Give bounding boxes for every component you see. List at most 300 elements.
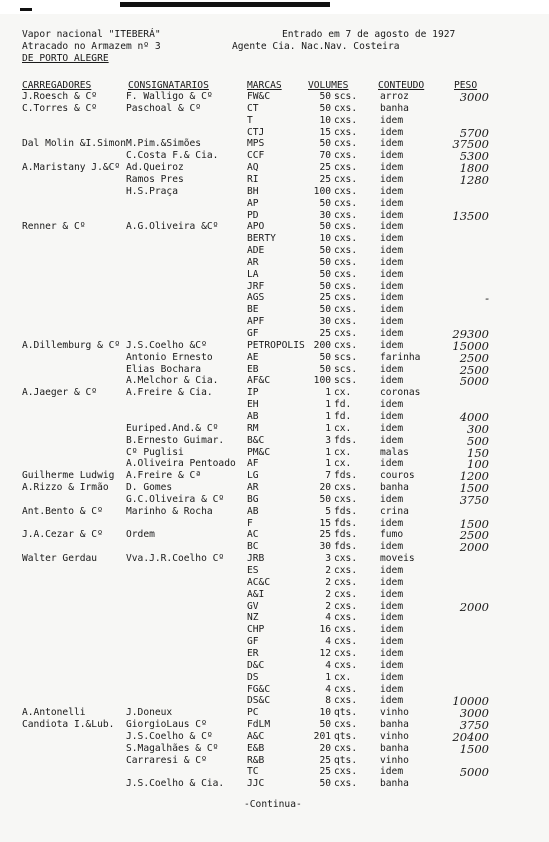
- weight-cell: 100: [467, 457, 489, 472]
- weight-cell: 150: [467, 445, 489, 460]
- content-cell: idem: [380, 493, 404, 505]
- content-cell: idem: [380, 114, 404, 126]
- unit-cell: cxs.: [334, 197, 358, 209]
- weight-cell: 1500: [459, 741, 489, 756]
- mark-cell: PC: [247, 707, 259, 719]
- quantity-cell: 1: [325, 422, 331, 434]
- weight-cell: 5700: [459, 125, 489, 140]
- weight-cell: 5300: [459, 149, 489, 164]
- quantity-cell: 50: [319, 256, 331, 268]
- mark-cell: AB: [247, 410, 259, 422]
- content-cell: idem: [380, 363, 404, 375]
- mark-cell: PM&C: [247, 446, 271, 458]
- quantity-cell: 50: [319, 280, 331, 292]
- mark-cell: A&I: [247, 588, 265, 600]
- unit-cell: fds.: [334, 529, 358, 541]
- content-cell: idem: [380, 517, 404, 529]
- content-cell: idem: [380, 636, 404, 648]
- unit-cell: scs.: [334, 351, 358, 363]
- content-cell: idem: [380, 624, 404, 636]
- shipper-cell: A.Maristany J.&Cº: [22, 162, 121, 174]
- mark-cell: AQ: [247, 162, 259, 174]
- mark-cell: AE: [247, 351, 259, 363]
- unit-cell: cxs.: [334, 588, 358, 600]
- unit-cell: cxs.: [334, 138, 358, 150]
- content-cell: idem: [380, 695, 404, 707]
- consignee-cell: C.Costa F.& Cia.: [126, 150, 219, 162]
- shipper-cell: C.Torres & Cº: [22, 102, 98, 114]
- content-cell: idem: [380, 316, 404, 328]
- mark-cell: BC: [247, 541, 259, 553]
- col-conteudo: CONTEUDO: [378, 80, 425, 91]
- content-cell: idem: [380, 458, 404, 470]
- unit-cell: cxs.: [334, 102, 358, 114]
- unit-cell: cxs.: [334, 636, 358, 648]
- weight-cell: 2000: [459, 540, 489, 555]
- unit-cell: fds.: [334, 517, 358, 529]
- weight-cell: 29300: [452, 327, 489, 341]
- unit-cell: cxs.: [334, 292, 358, 304]
- content-cell: fumo: [380, 529, 404, 541]
- consignee-cell: Marinho & Rocha: [126, 505, 213, 517]
- content-cell: coronas: [380, 387, 421, 399]
- weight-cell: 5000: [459, 765, 489, 780]
- shipper-cell: Renner & Cº: [22, 221, 86, 233]
- mark-cell: CT: [247, 102, 259, 114]
- quantity-cell: 10: [319, 114, 331, 126]
- unit-cell: cxs.: [334, 304, 358, 316]
- mark-cell: MPS: [247, 138, 265, 150]
- consignee-cell: A.G.Oliveira &Cº: [126, 221, 219, 233]
- mark-cell: AC&C: [247, 576, 271, 588]
- unit-cell: cxs.: [334, 553, 358, 565]
- shipper-cell: Guilherme Ludwig: [22, 470, 115, 482]
- unit-cell: cxs.: [334, 612, 358, 624]
- mark-cell: LG: [247, 470, 259, 482]
- quantity-cell: 1: [325, 387, 331, 399]
- mark-cell: APF: [247, 316, 265, 328]
- unit-cell: fd.: [334, 410, 352, 422]
- unit-cell: cxs.: [334, 162, 358, 174]
- shipper-cell: J.A.Cezar & Cº: [22, 529, 103, 541]
- unit-cell: cxs.: [334, 600, 358, 612]
- consignee-cell: Cº Puglisi: [126, 446, 184, 458]
- content-cell: vinho: [380, 730, 409, 742]
- content-cell: idem: [380, 422, 404, 434]
- unit-cell: cxs.: [334, 233, 358, 245]
- mark-cell: BG: [247, 493, 259, 505]
- weight-cell: 4000: [459, 409, 489, 424]
- unit-cell: cxs.: [334, 316, 358, 328]
- weight-cell: 2500: [459, 350, 489, 365]
- content-cell: idem: [380, 375, 404, 387]
- quantity-cell: 25: [319, 529, 331, 541]
- unit-cell: cx.: [334, 446, 352, 458]
- content-cell: idem: [380, 185, 404, 197]
- quantity-cell: 50: [319, 778, 331, 790]
- content-cell: idem: [380, 304, 404, 316]
- mark-cell: NZ: [247, 612, 259, 624]
- quantity-cell: 3: [325, 434, 331, 446]
- content-cell: malas: [380, 446, 409, 458]
- content-cell: idem: [380, 245, 404, 257]
- unit-cell: cx.: [334, 458, 352, 470]
- consignee-cell: J.S.Coelho & Cº: [126, 730, 213, 742]
- weight-cell: 20400: [452, 729, 489, 744]
- weight-cell: 15000: [452, 338, 489, 353]
- content-cell: idem: [380, 339, 404, 351]
- mark-cell: E&B: [247, 742, 265, 754]
- content-cell: idem: [380, 659, 404, 671]
- unit-cell: qts.: [334, 707, 358, 719]
- quantity-cell: 25: [319, 754, 331, 766]
- content-cell: banha: [380, 719, 409, 731]
- shipper-cell: A.Rizzo & Irmão: [22, 482, 109, 494]
- unit-cell: cxs.: [334, 221, 358, 233]
- unit-cell: cxs.: [334, 173, 358, 185]
- unit-cell: cxs.: [334, 482, 358, 494]
- quantity-cell: 50: [319, 138, 331, 150]
- content-cell: idem: [380, 612, 404, 624]
- quantity-cell: 1: [325, 671, 331, 683]
- unit-cell: cxs.: [334, 576, 358, 588]
- col-volumes: VOLUMES: [308, 80, 349, 91]
- quantity-cell: 25: [319, 292, 331, 304]
- quantity-cell: 50: [319, 102, 331, 114]
- ship-line: Vapor nacional "ITEBERÁ": [22, 29, 161, 40]
- content-cell: crina: [380, 505, 409, 517]
- unit-cell: cxs.: [334, 126, 358, 138]
- consignee-cell: S.Magalhães & Cº: [126, 742, 219, 754]
- unit-cell: fds.: [334, 434, 358, 446]
- weight-cell: 5000: [459, 374, 489, 389]
- quantity-cell: 7: [325, 470, 331, 482]
- unit-cell: cxs.: [334, 150, 358, 162]
- content-cell: idem: [380, 256, 404, 268]
- mark-cell: AGS: [247, 292, 265, 304]
- mark-cell: BH: [247, 185, 259, 197]
- unit-cell: fds.: [334, 505, 358, 517]
- unit-cell: cxs.: [334, 695, 358, 707]
- mark-cell: JRB: [247, 553, 265, 565]
- quantity-cell: 100: [313, 375, 331, 387]
- consignee-cell: M.Pim.&Simões: [126, 138, 202, 150]
- consignee-cell: J.S.Coelho & Cia.: [126, 778, 225, 790]
- mark-cell: F: [247, 517, 253, 529]
- quantity-cell: 10: [319, 707, 331, 719]
- content-cell: idem: [380, 399, 404, 411]
- consignee-cell: Carraresi & Cº: [126, 754, 207, 766]
- quantity-cell: 3: [325, 553, 331, 565]
- mark-cell: T: [247, 114, 253, 126]
- mark-cell: AR: [247, 256, 259, 268]
- arrival-line: Entrado em 7 de agosto de 1927: [282, 29, 456, 40]
- mark-cell: EH: [247, 399, 259, 411]
- quantity-cell: 2: [325, 565, 331, 576]
- quantity-cell: 25: [319, 328, 331, 339]
- consignee-cell: F. Walligo & Cº: [126, 91, 213, 102]
- mark-cell: ES: [247, 565, 259, 576]
- quantity-cell: 15: [319, 517, 331, 529]
- consignee-cell: Ad.Queiroz: [126, 162, 184, 174]
- unit-cell: fd.: [334, 399, 352, 411]
- content-cell: idem: [380, 197, 404, 209]
- quantity-cell: 50: [319, 363, 331, 375]
- unit-cell: cxs.: [334, 742, 358, 754]
- content-cell: idem: [380, 126, 404, 138]
- mark-cell: IP: [247, 387, 259, 399]
- mark-cell: EB: [247, 363, 259, 375]
- content-cell: idem: [380, 138, 404, 150]
- scan-artifact: [120, 2, 330, 7]
- agent-line: Agente Cia. Nac.Nav. Costeira: [232, 41, 400, 52]
- content-cell: idem: [380, 328, 404, 339]
- mark-cell: PD: [247, 209, 259, 221]
- quantity-cell: 1: [325, 446, 331, 458]
- weight-cell: 3000: [459, 90, 489, 104]
- quantity-cell: 4: [325, 683, 331, 695]
- mark-cell: FdLM: [247, 719, 271, 731]
- unit-cell: qts.: [334, 730, 358, 742]
- unit-cell: cx.: [334, 387, 352, 399]
- consignee-cell: Vva.J.R.Coelho Cº: [126, 553, 225, 565]
- unit-cell: cxs.: [334, 565, 358, 576]
- quantity-cell: 25: [319, 162, 331, 174]
- mark-cell: RI: [247, 173, 259, 185]
- unit-cell: cxs.: [334, 209, 358, 221]
- consignee-cell: A.Melchor & Cia.: [126, 375, 219, 387]
- weight-cell: 500: [467, 433, 489, 448]
- quantity-cell: 30: [319, 541, 331, 553]
- origin-line: DE PORTO ALEGRE: [22, 53, 109, 64]
- weight-cell: 1500: [459, 481, 489, 496]
- quantity-cell: 201: [313, 730, 331, 742]
- unit-cell: qts.: [334, 754, 358, 766]
- shipper-cell: J.Roesch & Cº: [22, 91, 98, 102]
- consignee-cell: A.Freire & Cª: [126, 470, 202, 482]
- consignee-cell: Ordem: [126, 529, 155, 541]
- content-cell: vinho: [380, 707, 409, 719]
- quantity-cell: 25: [319, 173, 331, 185]
- mark-cell: JJC: [247, 778, 265, 790]
- mark-cell: DS: [247, 671, 259, 683]
- quantity-cell: 4: [325, 612, 331, 624]
- content-cell: idem: [380, 600, 404, 612]
- content-cell: banha: [380, 482, 409, 494]
- quantity-cell: 70: [319, 150, 331, 162]
- consignee-cell: Paschoal & Cº: [126, 102, 202, 114]
- scan-artifact: [20, 8, 32, 11]
- quantity-cell: 30: [319, 209, 331, 221]
- quantity-cell: 4: [325, 659, 331, 671]
- quantity-cell: 5: [325, 505, 331, 517]
- shipper-cell: A.Jaeger & Cº: [22, 387, 98, 399]
- mark-cell: PETROPOLIS: [247, 339, 305, 351]
- content-cell: idem: [380, 233, 404, 245]
- quantity-cell: 4: [325, 636, 331, 648]
- unit-cell: fds.: [334, 541, 358, 553]
- mark-cell: B&C: [247, 434, 265, 446]
- consignee-cell: G.C.Oliveira & Cº: [126, 493, 225, 505]
- content-cell: idem: [380, 766, 404, 778]
- unit-cell: cx.: [334, 422, 352, 434]
- content-cell: vinho: [380, 754, 409, 766]
- content-cell: idem: [380, 150, 404, 162]
- unit-cell: scs.: [334, 363, 358, 375]
- mark-cell: CHP: [247, 624, 265, 636]
- weight-cell: 3000: [459, 706, 489, 721]
- unit-cell: cxs.: [334, 280, 358, 292]
- consignee-cell: Ramos Pres: [126, 173, 184, 185]
- mark-cell: JRF: [247, 280, 265, 292]
- mark-cell: TC: [247, 766, 259, 778]
- quantity-cell: 50: [319, 268, 331, 280]
- shipper-cell: Candiota I.&Lub.: [22, 719, 115, 731]
- quantity-cell: 50: [319, 493, 331, 505]
- content-cell: banha: [380, 102, 409, 114]
- unit-cell: cxs.: [334, 256, 358, 268]
- mark-cell: A&C: [247, 730, 265, 742]
- quantity-cell: 20: [319, 482, 331, 494]
- weight-cell: 1280: [459, 172, 489, 187]
- content-cell: idem: [380, 565, 404, 576]
- quantity-cell: 1: [325, 399, 331, 411]
- content-cell: idem: [380, 410, 404, 422]
- mark-cell: FW&C: [247, 91, 271, 102]
- shipper-cell: Ant.Bento & Cº: [22, 505, 103, 517]
- weight-cell: 1500: [459, 516, 489, 531]
- unit-cell: scs.: [334, 91, 358, 102]
- consignee-cell: J.Doneux: [126, 707, 173, 719]
- content-cell: idem: [380, 541, 404, 553]
- shipper-cell: Dal Molin &I.Simon: [22, 138, 126, 150]
- shipper-cell: A.Dillemburg & Cº: [22, 339, 121, 351]
- consignee-cell: J.S.Coelho &Cº: [126, 339, 207, 351]
- unit-cell: cxs.: [334, 659, 358, 671]
- col-carregadores: CARREGADORES: [22, 80, 92, 91]
- quantity-cell: 50: [319, 221, 331, 233]
- content-cell: idem: [380, 434, 404, 446]
- mark-cell: CCF: [247, 150, 265, 162]
- content-cell: arroz: [380, 91, 409, 102]
- quantity-cell: 2: [325, 576, 331, 588]
- mark-cell: BE: [247, 304, 259, 316]
- quantity-cell: 2: [325, 588, 331, 600]
- quantity-cell: 200: [313, 339, 331, 351]
- content-cell: moveis: [380, 553, 415, 565]
- unit-cell: cxs.: [334, 719, 358, 731]
- content-cell: idem: [380, 221, 404, 233]
- weight-cell: 10000: [452, 694, 489, 709]
- quantity-cell: 50: [319, 197, 331, 209]
- unit-cell: cxs.: [334, 493, 358, 505]
- consignee-cell: D. Gomes: [126, 482, 173, 494]
- weight-cell: -: [485, 291, 489, 306]
- quantity-cell: 100: [313, 185, 331, 197]
- consignee-cell: A.Oliveira Pentoado: [126, 458, 236, 470]
- shipper-cell: A.Antonelli: [22, 707, 86, 719]
- shipper-cell: Walter Gerdau: [22, 553, 98, 565]
- weight-cell: 300: [467, 421, 489, 436]
- content-cell: idem: [380, 647, 404, 659]
- content-cell: banha: [380, 742, 409, 754]
- mark-cell: GV: [247, 600, 259, 612]
- unit-cell: cxs.: [334, 268, 358, 280]
- col-marcas: MARCAS: [247, 80, 282, 91]
- weight-cell: 1200: [459, 469, 489, 484]
- unit-cell: cxs.: [334, 245, 358, 257]
- mark-cell: AF: [247, 458, 259, 470]
- quantity-cell: 30: [319, 316, 331, 328]
- content-cell: idem: [380, 588, 404, 600]
- mark-cell: ADE: [247, 245, 265, 257]
- unit-cell: cxs.: [334, 647, 358, 659]
- mark-cell: R&B: [247, 754, 265, 766]
- content-cell: idem: [380, 280, 404, 292]
- quantity-cell: 50: [319, 719, 331, 731]
- content-cell: idem: [380, 576, 404, 588]
- warehouse-line: Atracado no Armazem nº 3: [22, 41, 161, 52]
- quantity-cell: 10: [319, 233, 331, 245]
- mark-cell: AC: [247, 529, 259, 541]
- quantity-cell: 1: [325, 458, 331, 470]
- unit-cell: cxs.: [334, 766, 358, 778]
- mark-cell: APO: [247, 221, 265, 233]
- weight-cell: 13500: [452, 208, 489, 223]
- unit-cell: cx.: [334, 671, 352, 683]
- mark-cell: FG&C: [247, 683, 271, 695]
- quantity-cell: 50: [319, 245, 331, 257]
- mark-cell: LA: [247, 268, 259, 280]
- content-cell: idem: [380, 209, 404, 221]
- weight-cell: 2500: [459, 362, 489, 377]
- content-cell: idem: [380, 671, 404, 683]
- unit-cell: cxs.: [334, 778, 358, 790]
- unit-cell: cxs.: [334, 114, 358, 126]
- quantity-cell: 15: [319, 126, 331, 138]
- quantity-cell: 25: [319, 766, 331, 778]
- quantity-cell: 50: [319, 91, 331, 102]
- mark-cell: ER: [247, 647, 259, 659]
- mark-cell: GF: [247, 636, 259, 648]
- unit-cell: cxs.: [334, 185, 358, 197]
- consignee-cell: H.S.Praça: [126, 185, 178, 197]
- content-cell: idem: [380, 268, 404, 280]
- mark-cell: CTJ: [247, 126, 265, 138]
- content-cell: idem: [380, 173, 404, 185]
- quantity-cell: 50: [319, 304, 331, 316]
- content-cell: banha: [380, 778, 409, 790]
- content-cell: farinha: [380, 351, 421, 363]
- unit-cell: cxs.: [334, 339, 358, 351]
- continua-footer: -Continua-: [244, 799, 302, 810]
- quantity-cell: 12: [319, 647, 331, 659]
- content-cell: idem: [380, 683, 404, 695]
- mark-cell: BERTY: [247, 233, 276, 245]
- consignee-cell: A.Freire & Cia.: [126, 387, 213, 399]
- mark-cell: D&C: [247, 659, 265, 671]
- mark-cell: DS&C: [247, 695, 271, 707]
- mark-cell: AP: [247, 197, 259, 209]
- consignee-cell: Antonio Ernesto: [126, 351, 213, 363]
- content-cell: couros: [380, 470, 415, 482]
- unit-cell: cxs.: [334, 328, 358, 339]
- unit-cell: fds.: [334, 470, 358, 482]
- mark-cell: GF: [247, 328, 259, 339]
- col-consignatarios: CONSIGNATARIOS: [128, 80, 209, 91]
- weight-cell: 1800: [459, 161, 489, 176]
- mark-cell: AB: [247, 505, 259, 517]
